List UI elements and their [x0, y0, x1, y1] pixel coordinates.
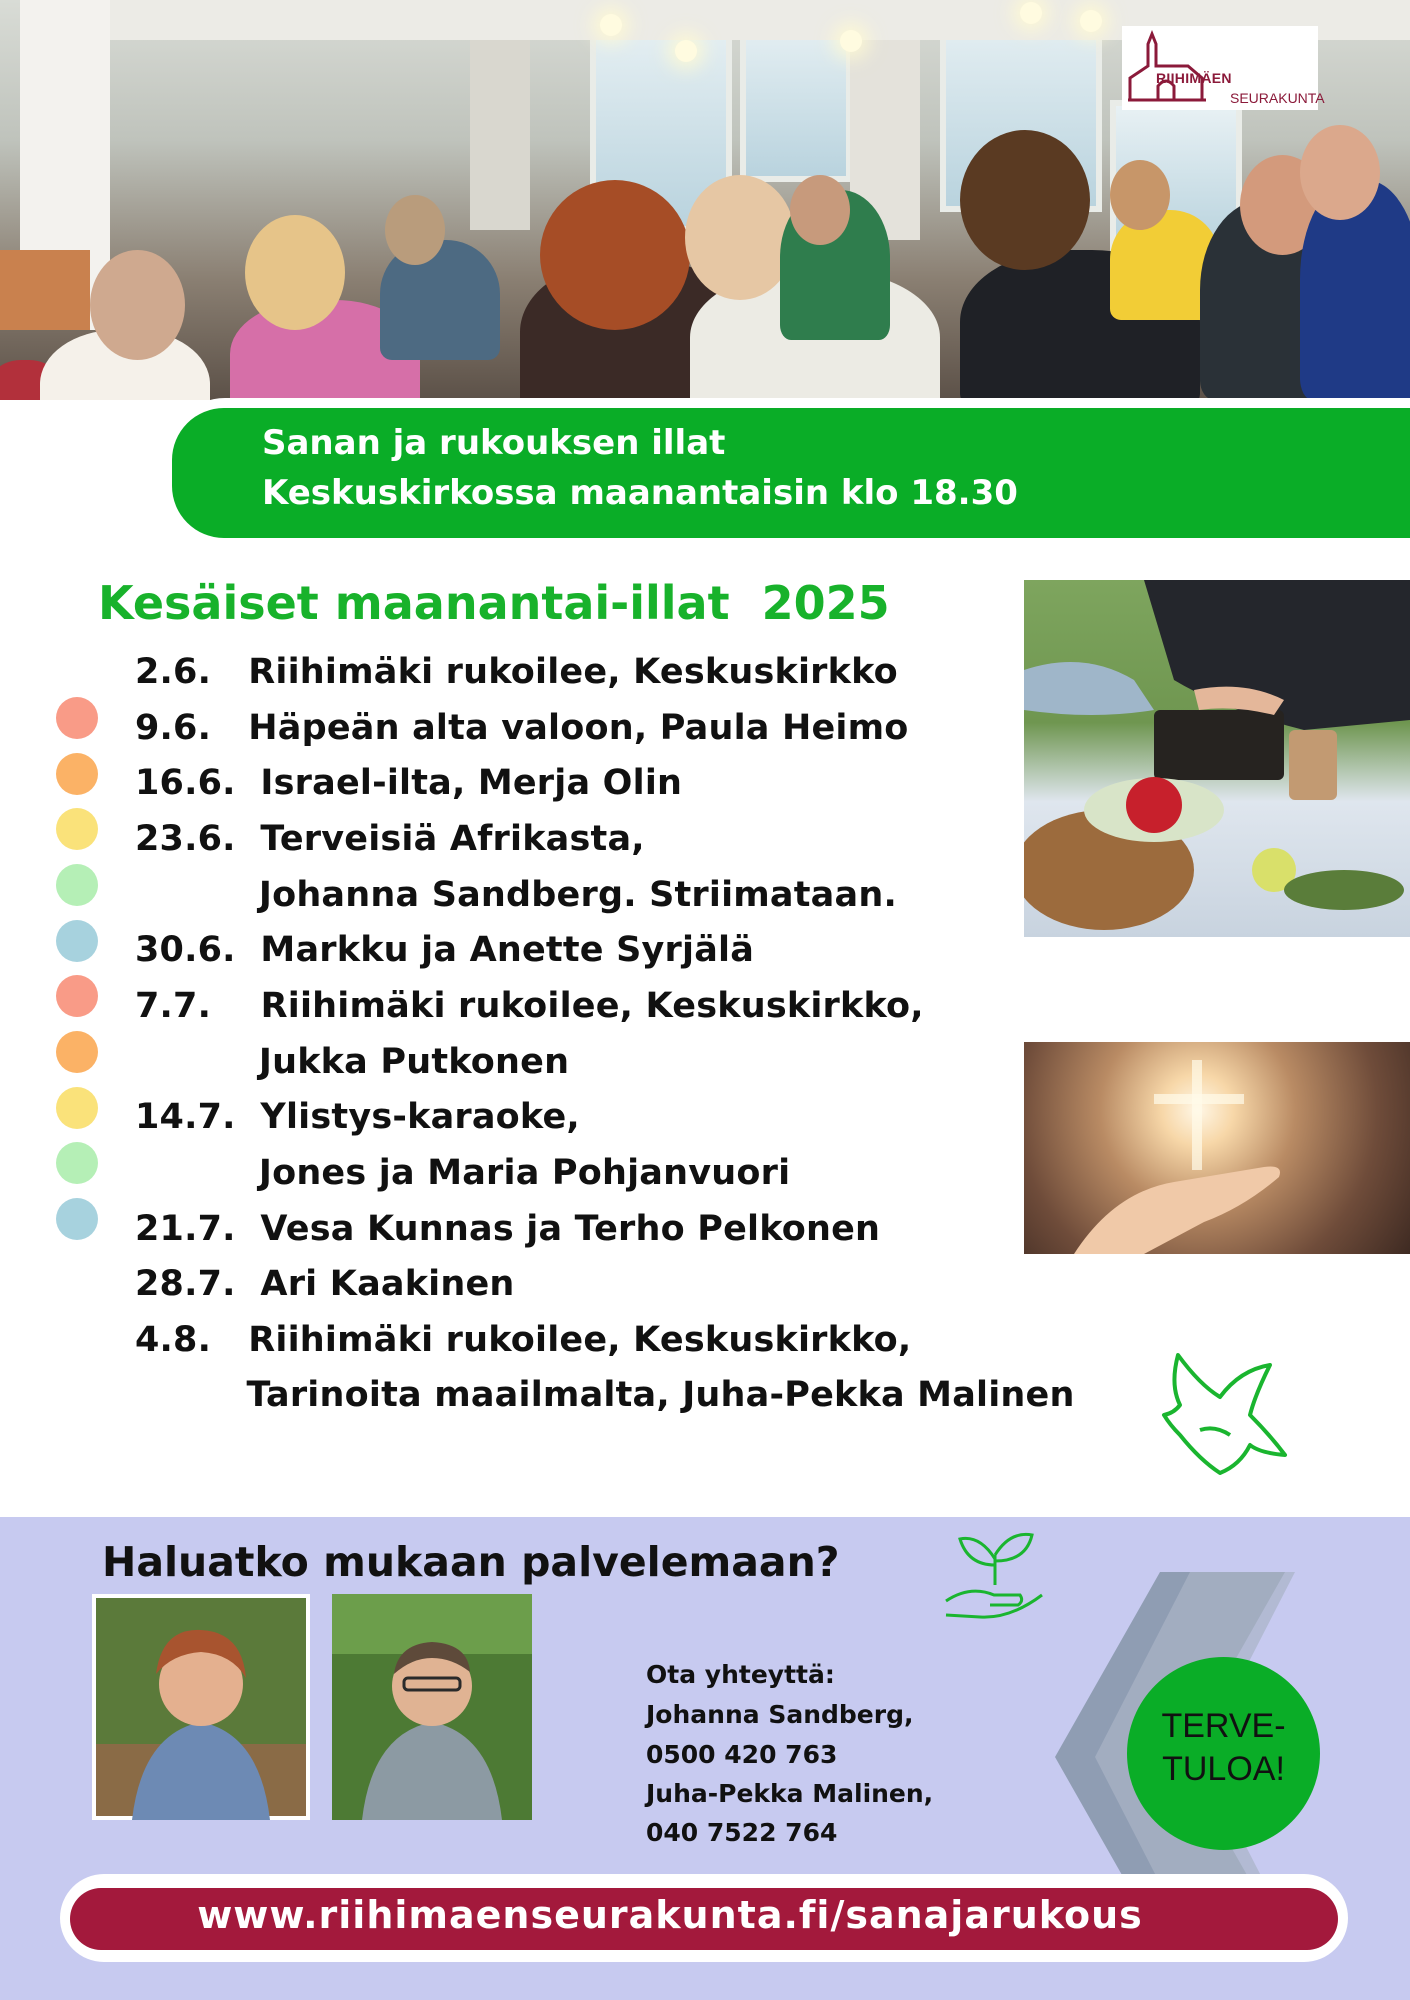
program-line: Tarinoita maailmalta, Juha-Pekka Malinen — [135, 1375, 1075, 1415]
logo-subtitle: SEURAKUNTA — [1230, 90, 1325, 106]
light-hand-photo — [1024, 1042, 1410, 1254]
program-line: 23.6. Terveisiä Afrikasta, — [135, 819, 645, 859]
contact-phone[interactable]: 040 7522 764 — [646, 1818, 838, 1847]
decor-dot — [56, 1087, 98, 1129]
program-title: Kesäiset maanantai-illat 2025 — [98, 576, 890, 630]
contact-phone[interactable]: 0500 420 763 — [646, 1740, 838, 1769]
logo-name: RIIHIMÄEN — [1156, 70, 1232, 86]
program-line: 30.6. Markku ja Anette Syrjälä — [135, 930, 755, 970]
plant-in-hand-icon — [940, 1525, 1050, 1625]
program-line: 2.6. Riihimäki rukoilee, Keskuskirkko — [135, 652, 898, 692]
program-line: 9.6. Häpeän alta valoon, Paula Heimo — [135, 708, 909, 748]
picnic-photo — [1024, 580, 1410, 937]
banner-line-2: Keskuskirkossa maanantaisin klo 18.30 — [262, 473, 1018, 513]
contact-line: Johanna Sandberg, — [646, 1700, 914, 1729]
decor-dot — [56, 864, 98, 906]
dove-icon — [1160, 1345, 1290, 1480]
decor-dot — [56, 920, 98, 962]
decor-dot — [56, 1142, 98, 1184]
contact-heading: Ota yhteyttä: — [646, 1660, 835, 1689]
volunteer-question: Haluatko mukaan palvelemaan? — [102, 1538, 840, 1586]
decor-dot — [56, 697, 98, 739]
website-link[interactable]: www.riihimaenseurakunta.fi/sanajarukous — [197, 1893, 1143, 1937]
decor-dot — [56, 808, 98, 850]
decor-dot — [56, 1198, 98, 1240]
program-line: Jukka Putkonen — [135, 1042, 570, 1082]
photo-johanna — [92, 1594, 310, 1820]
program-line: 4.8. Riihimäki rukoilee, Keskuskirkko, — [135, 1320, 912, 1360]
program-line: Jones ja Maria Pohjanvuori — [135, 1153, 791, 1193]
welcome-line-2: TULOA! — [1162, 1750, 1285, 1788]
decor-dot — [56, 1031, 98, 1073]
program-line: Johanna Sandberg. Striimataan. — [135, 875, 897, 915]
welcome-line-1: TERVE- — [1161, 1707, 1286, 1745]
church-logo-icon — [1128, 30, 1208, 106]
program-line: 21.7. Vesa Kunnas ja Terho Pelkonen — [135, 1209, 881, 1249]
program-line: 7.7. Riihimäki rukoilee, Keskuskirkko, — [135, 986, 924, 1026]
program-line: 14.7. Ylistys-karaoke, — [135, 1097, 580, 1137]
contact-line: Juha-Pekka Malinen, — [646, 1779, 934, 1808]
banner-line-1: Sanan ja rukouksen illat — [262, 423, 726, 463]
decor-dot — [56, 753, 98, 795]
program-line: 28.7. Ari Kaakinen — [135, 1264, 515, 1304]
decor-dot — [56, 975, 98, 1017]
program-line: 16.6. Israel-ilta, Merja Olin — [135, 763, 683, 803]
photo-juha-pekka — [332, 1594, 532, 1820]
